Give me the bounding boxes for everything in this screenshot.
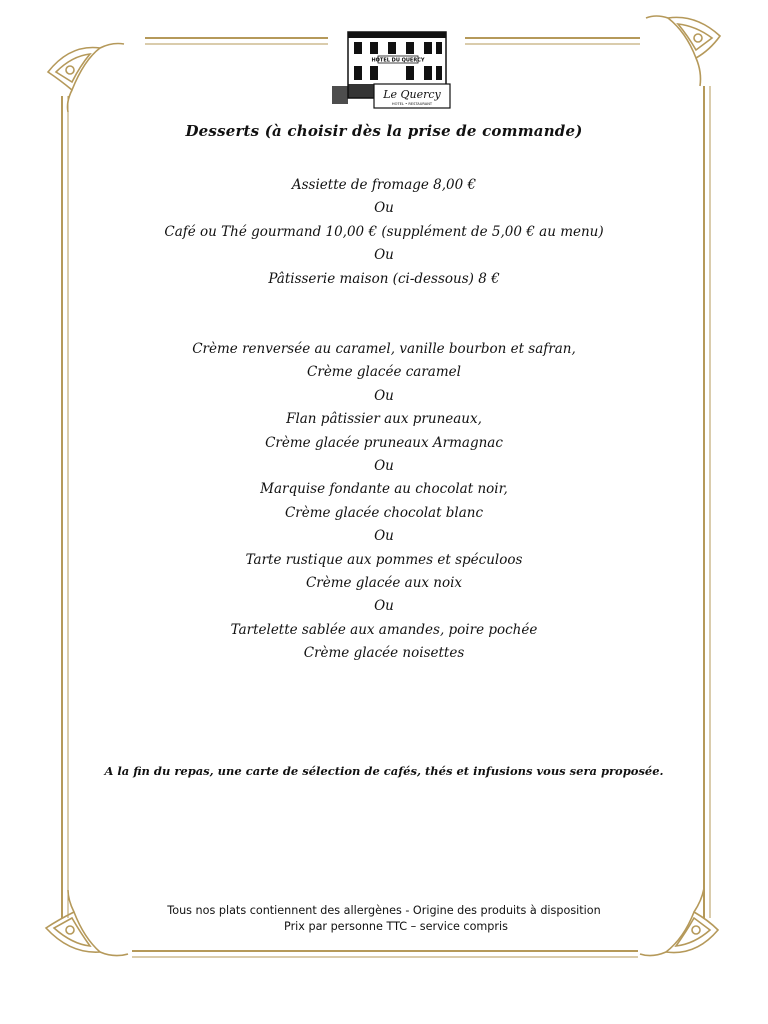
hotel-logo xyxy=(330,28,462,112)
corner-ornament-top-right xyxy=(646,16,720,86)
logo-sub-text: HOTEL • RESTAURANT xyxy=(391,102,433,106)
coffee-selection-note: A la fin du repas, une carte de sélection de cafés, thés et infusions vous sera proposée. xyxy=(104,764,664,778)
dessert-accompaniment: Crème glacée pruneaux Armagnac xyxy=(265,434,503,451)
dessert-options xyxy=(0,174,768,291)
logo-script-text: Le Quercy xyxy=(383,88,441,101)
dessert-item: Marquise fondante au chocolat noir, xyxy=(260,481,508,498)
option-line: Pâtisserie maison (ci-dessous) 8 € xyxy=(268,270,500,287)
dessert-item: Tarte rustique aux pommes et spéculoos xyxy=(245,551,523,568)
dessert-list xyxy=(0,338,768,665)
dessert-separator: Ou xyxy=(374,598,394,615)
allergen-notice: Tous nos plats contiennent des allergènes - Origine des produits à disposition xyxy=(167,904,601,917)
dessert-item: Crème renversée au caramel, vanille bourbon et safran, xyxy=(192,341,576,357)
option-separator: Ou xyxy=(374,247,394,264)
page-title: Desserts (à choisir dès la prise de commande) xyxy=(185,122,583,140)
dessert-separator: Ou xyxy=(374,528,394,545)
logo-sign-text: HOTEL DU QUERCY xyxy=(371,57,425,64)
price-notice: Prix par personne TTC – service compris xyxy=(284,920,508,933)
dessert-accompaniment: Crème glacée noisettes xyxy=(303,645,465,662)
hotel-building-illustration xyxy=(330,28,462,112)
dessert-accompaniment: Crème glacée chocolat blanc xyxy=(284,504,484,521)
dessert-item: Flan pâtissier aux pruneaux, xyxy=(286,411,482,428)
dessert-accompaniment: Crème glacée caramel xyxy=(307,364,461,381)
corner-ornament-top-left xyxy=(48,44,124,113)
option-line: Assiette de fromage 8,00 € xyxy=(291,177,477,193)
dessert-separator: Ou xyxy=(374,387,394,404)
dessert-accompaniment: Crème glacée aux noix xyxy=(305,574,463,591)
dessert-item: Tartelette sablée aux amandes, poire pochée xyxy=(230,621,538,638)
option-line: Café ou Thé gourmand 10,00 € (supplément de 5,00 € au menu) xyxy=(164,223,604,240)
dessert-separator: Ou xyxy=(374,457,394,474)
option-separator: Ou xyxy=(374,200,394,217)
